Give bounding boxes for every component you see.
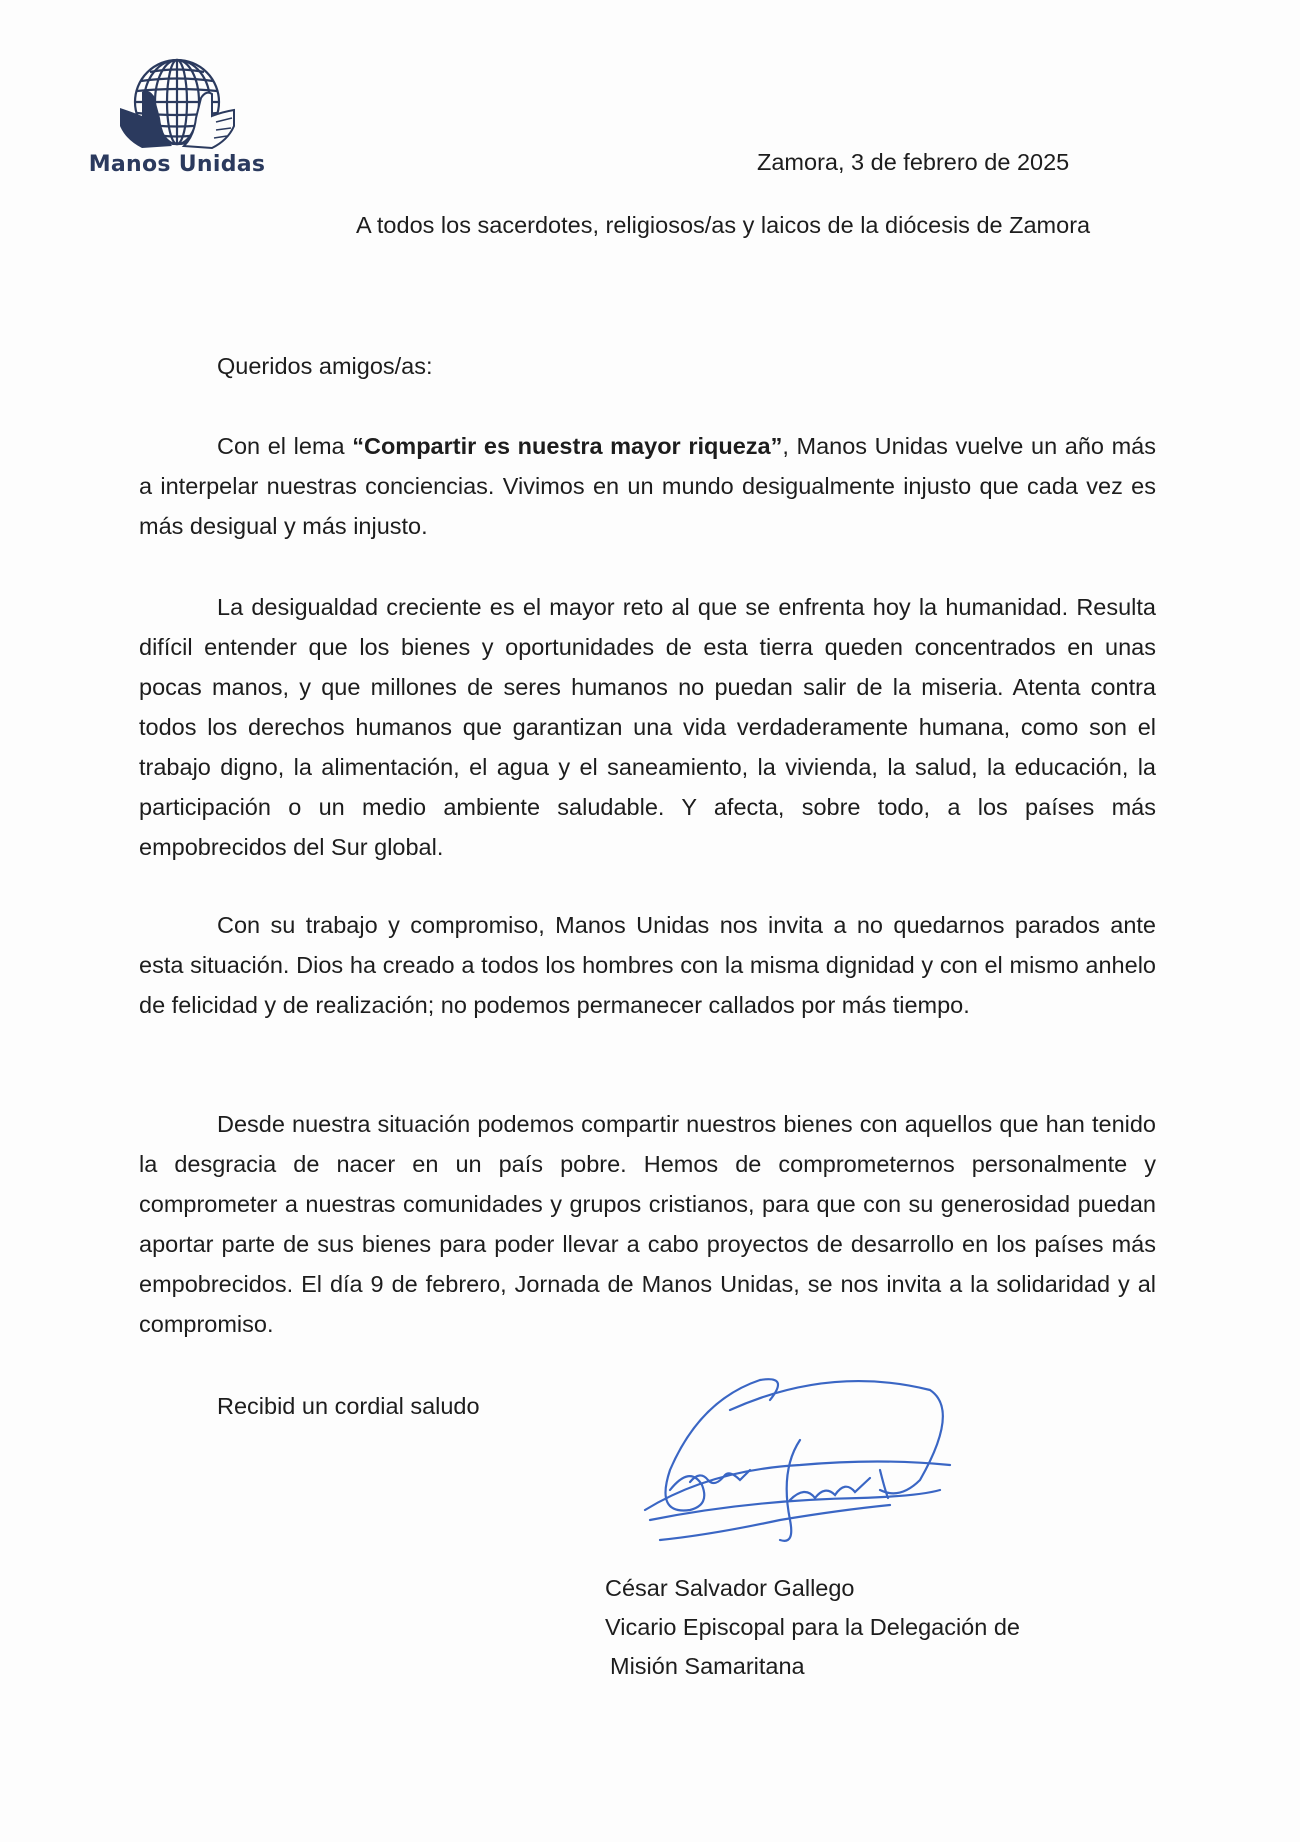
- signer-title-line-1: Vicario Episcopal para la Delegación de: [605, 1614, 1020, 1640]
- motto: “Compartir es nuestra mayor riqueza”: [352, 433, 783, 459]
- paragraph-2: La desigualdad creciente es el mayor reto al que se enfrenta hoy la humanidad. Resulta difícil entender que los bienes y oportunidades de esta tierra queden concentrados en unas pocas manos, y que millones de seres humanos no puedan salir de la miseria. Atenta contra todos los derechos humanos que garantizan una vida verdaderamente humana, como son el trabajo digno, la alimentación, el agua y el saneamiento, la vivienda, la salud, la educación, la participación o un medio ambiente saludable. Y afecta, sobre todo, a los países más empobrecidos del Sur global.: [139, 594, 1156, 860]
- paragraph-1: [139, 426, 1156, 546]
- globe-hands-icon: [112, 56, 242, 152]
- signer-title-line-2: Misión Samaritana: [610, 1653, 805, 1679]
- greeting: Queridos amigos/as:: [217, 353, 433, 379]
- letterhead-logo: [82, 56, 272, 182]
- paragraph-1-rest: , Manos Unidas vuelve un año más a interpelar nuestras conciencias. Vivimos en un mundo desigualmente injusto que cada vez es más desigual y más injusto.: [139, 433, 1156, 539]
- recipients-line: A todos los sacerdotes, religiosos/as y laicos de la diócesis de Zamora: [356, 212, 1091, 238]
- paragraph-4: Desde nuestra situación podemos compartir nuestros bienes con aquellos que han tenido la desgracia de nacer en un país pobre. Hemos de comprometernos personalmente y comprometer a nuestras comunidades y grupos cristianos, para que con su generosidad puedan aportar parte de sus bienes para poder llevar a cabo proyectos de desarrollo en los países más empobrecidos. El día 9 de febrero, Jornada de Manos Unidas, se nos invita a la solidaridad y al compromiso.: [139, 1111, 1156, 1337]
- paragraph-1-intro: Con el lema: [217, 433, 353, 459]
- org-name: Manos Unidas: [88, 152, 266, 177]
- date-line: Zamora, 3 de febrero de 2025: [757, 149, 1070, 175]
- paragraph-3: Con su trabajo y compromiso, Manos Unidas nos invita a no quedarnos parados ante esta situación. Dios ha creado a todos los hombres con la misma dignidad y con el mismo anhelo de felicidad y de realización; no podemos permanecer callados por más tiempo.: [139, 912, 1156, 1018]
- signature-icon: [630, 1370, 970, 1555]
- handwritten-signature: [630, 1370, 970, 1560]
- signer-block: [605, 1569, 1020, 1686]
- closing: Recibid un cordial saludo: [217, 1393, 480, 1419]
- signer-name: César Salvador Gallego: [605, 1575, 855, 1601]
